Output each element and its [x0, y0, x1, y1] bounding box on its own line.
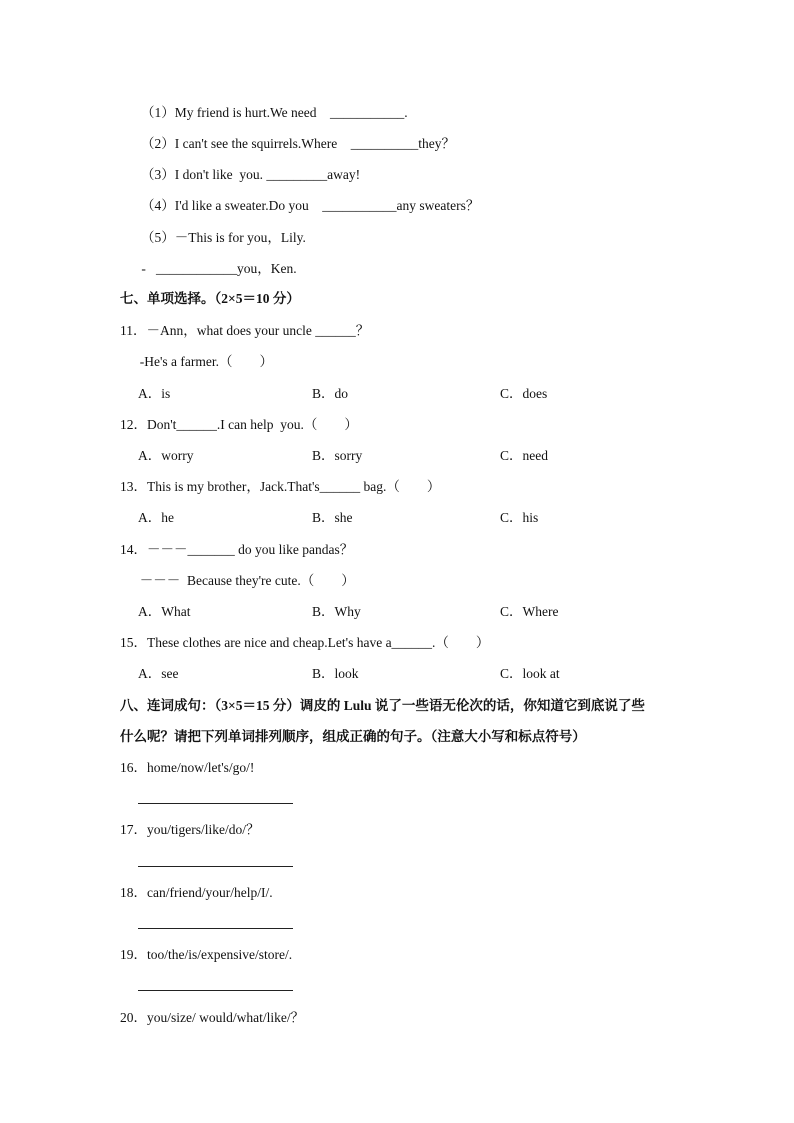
question-line: 11．－Ann，what does your uncle ______？	[120, 323, 370, 338]
answer-line-18[interactable]	[138, 928, 293, 929]
option-a[interactable]: A．What	[138, 604, 191, 619]
option-b[interactable]: B．Why	[312, 604, 361, 619]
option-a[interactable]: A．see	[138, 666, 179, 681]
option-c[interactable]: C．look at	[500, 666, 560, 681]
option-b[interactable]: B．sorry	[312, 448, 363, 463]
fill-item-4: （4）I'd like a sweater.Do you ___________any sweaters？	[141, 198, 480, 213]
fill-item-3: （3）I don't like you. _________away!	[141, 167, 361, 182]
question-19: 19．too/the/is/expensive/store/.	[120, 947, 293, 962]
fill-item-5: （5）－This is for you，Lily.	[141, 230, 306, 245]
question-line: 13．This is my brother，Jack.That's______ bag.（ ）	[120, 479, 441, 494]
question-17: 17．you/tigers/like/do/？	[120, 822, 260, 837]
fill-item-1: （1）My friend is hurt.We need ___________.	[141, 105, 408, 120]
question-line: 14．－－－_______ do you like pandas？	[120, 542, 354, 557]
fill-item-2: （2）I can't see the squirrels.Where __________they？	[141, 136, 455, 151]
question-20: 20．you/size/ would/what/like/？	[120, 1010, 305, 1025]
option-a[interactable]: A．worry	[138, 448, 194, 463]
option-a[interactable]: A．is	[138, 386, 171, 401]
fill-item-6: ‐ ____________you，Ken.	[138, 261, 297, 276]
option-c[interactable]: C．Where	[500, 604, 559, 619]
question-18: 18．can/friend/your/help/I/.	[120, 885, 273, 900]
question-16: 16．home/now/let's/go/!	[120, 760, 255, 775]
option-a[interactable]: A．he	[138, 510, 174, 525]
question-line: 12．Don't______.I can help you.（ ）	[120, 417, 358, 432]
option-c[interactable]: C．his	[500, 510, 539, 525]
option-b[interactable]: B．she	[312, 510, 353, 525]
question-line: －－－ Because they're cute.（ ）	[133, 573, 355, 588]
section7-heading: 七、单项选择。（2×5＝10 分）	[120, 291, 300, 306]
section8-heading-line2: 什么呢？请把下列单词排列顺序，组成正确的句子。（注意大小写和标点符号）	[120, 729, 586, 744]
option-b[interactable]: B．look	[312, 666, 359, 681]
answer-line-16[interactable]	[138, 803, 293, 804]
option-c[interactable]: C．need	[500, 448, 548, 463]
question-line: 15．These clothes are nice and cheap.Let's have a______.（ ）	[120, 635, 490, 650]
option-b[interactable]: B．do	[312, 386, 349, 401]
answer-line-17[interactable]	[138, 866, 293, 867]
question-line: ‐He's a farmer.（ ）	[133, 354, 274, 369]
section8-heading-line1: 八、连词成句：（3×5＝15 分）调皮的 Lulu 说了一些语无伦次的话，你知道它到底说了些	[120, 698, 645, 713]
answer-line-19[interactable]	[138, 990, 293, 991]
option-c[interactable]: C．does	[500, 386, 548, 401]
